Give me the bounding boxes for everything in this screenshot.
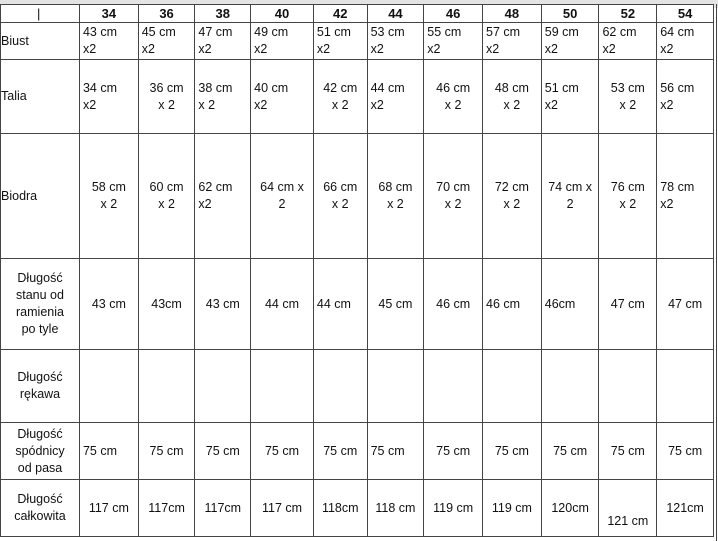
table-row xyxy=(1,350,714,423)
measurement-cell xyxy=(541,350,599,423)
measurement-cell: 62 cm x2 xyxy=(599,23,657,60)
measurement-cell: 62 cm x2 xyxy=(195,134,251,259)
measurement-cell: 57 cm x2 xyxy=(483,23,542,60)
measurement-cell: 75 cm xyxy=(79,423,138,480)
measurement-cell: 38 cm x 2 xyxy=(195,60,251,134)
table-row xyxy=(1,134,714,259)
measurement-cell xyxy=(313,350,367,423)
measurement-cell xyxy=(195,350,251,423)
measurement-cell: 117 cm xyxy=(251,480,314,537)
measurement-cell: 44 cm xyxy=(313,259,367,350)
measurement-cell: 120cm xyxy=(541,480,599,537)
measurement-cell: 119 cm xyxy=(483,480,542,537)
measurement-cell: 76 cm x 2 xyxy=(599,134,657,259)
measurement-cell: 44 cm xyxy=(251,259,314,350)
measurement-cell: 34 cm x2 xyxy=(79,60,138,134)
measurement-cell: 75 cm xyxy=(195,423,251,480)
measurement-cell: 46cm xyxy=(541,259,599,350)
measurement-cell: 53 cm x2 xyxy=(367,23,424,60)
measurement-cell: 75 cm xyxy=(599,423,657,480)
measurement-cell: 78 cm x2 xyxy=(657,134,714,259)
size-chart-table xyxy=(0,4,714,537)
measurement-cell: 72 cm x 2 xyxy=(483,134,542,259)
measurement-cell: 58 cm x 2 xyxy=(79,134,138,259)
measurement-cell: 75 cm xyxy=(138,423,195,480)
measurement-cell: 42 cm x 2 xyxy=(313,60,367,134)
measurement-cell: 64 cm x2 xyxy=(657,23,714,60)
measurement-cell: 117cm xyxy=(195,480,251,537)
measurement-cell: 60 cm x 2 xyxy=(138,134,195,259)
table-right-edge xyxy=(716,4,717,541)
size-header: 54 xyxy=(657,5,714,23)
measurement-cell: 59 cm x2 xyxy=(541,23,599,60)
measurement-cell xyxy=(138,350,195,423)
measurement-cell: 75 cm xyxy=(367,423,424,480)
measurement-cell: 53 cm x 2 xyxy=(599,60,657,134)
table-row xyxy=(1,480,714,537)
measurement-cell xyxy=(483,350,542,423)
measurement-cell: 44 cm x2 xyxy=(367,60,424,134)
row-label: Biust xyxy=(1,23,80,60)
measurement-cell: 75 cm xyxy=(313,423,367,480)
measurement-cell: 47 cm xyxy=(599,259,657,350)
table-row xyxy=(1,259,714,350)
size-header: 52 xyxy=(599,5,657,23)
measurement-cell: 56 cm x2 xyxy=(657,60,714,134)
measurement-cell: 49 cm x2 xyxy=(251,23,314,60)
table-row xyxy=(1,60,714,134)
measurement-cell xyxy=(79,350,138,423)
measurement-cell: 64 cm x 2 xyxy=(251,134,314,259)
table-row xyxy=(1,423,714,480)
measurement-cell: 48 cm x 2 xyxy=(483,60,542,134)
measurement-cell: 43cm xyxy=(138,259,195,350)
measurement-cell: 46 cm xyxy=(424,259,483,350)
measurement-cell: 45 cm xyxy=(367,259,424,350)
measurement-cell: 43 cm xyxy=(195,259,251,350)
measurement-cell: 47 cm xyxy=(657,259,714,350)
size-header: 50 xyxy=(541,5,599,23)
measurement-cell xyxy=(367,350,424,423)
measurement-cell xyxy=(599,350,657,423)
row-label: Talia xyxy=(1,60,80,134)
measurement-cell: 45 cm x2 xyxy=(138,23,195,60)
measurement-cell: 117cm xyxy=(138,480,195,537)
measurement-cell: 68 cm x 2 xyxy=(367,134,424,259)
measurement-cell: 51 cm x2 xyxy=(541,60,599,134)
size-header: 34 xyxy=(79,5,138,23)
measurement-cell: 55 cm x2 xyxy=(424,23,483,60)
size-header: 38 xyxy=(195,5,251,23)
measurement-cell: 121 cm xyxy=(599,480,657,537)
measurement-cell: 75 cm xyxy=(657,423,714,480)
measurement-cell xyxy=(424,350,483,423)
measurement-cell: 51 cm x2 xyxy=(313,23,367,60)
measurement-cell: 43 cm x2 xyxy=(79,23,138,60)
corner-cell: | xyxy=(1,5,80,23)
measurement-cell xyxy=(657,350,714,423)
size-header: 44 xyxy=(367,5,424,23)
measurement-cell: 47 cm x2 xyxy=(195,23,251,60)
measurement-cell: 40 cm x2 xyxy=(251,60,314,134)
size-header: 40 xyxy=(251,5,314,23)
measurement-cell xyxy=(251,350,314,423)
row-label: Długość całkowita xyxy=(1,480,80,537)
measurement-cell: 46 cm x 2 xyxy=(424,60,483,134)
measurement-cell: 43 cm xyxy=(79,259,138,350)
row-label: Długość rękawa xyxy=(1,350,80,423)
measurement-cell: 46 cm xyxy=(483,259,542,350)
size-header: 48 xyxy=(483,5,542,23)
table-row xyxy=(1,23,714,60)
measurement-cell: 119 cm xyxy=(424,480,483,537)
measurement-cell: 117 cm xyxy=(79,480,138,537)
size-header: 36 xyxy=(138,5,195,23)
measurement-cell: 75 cm xyxy=(251,423,314,480)
measurement-cell: 118 cm xyxy=(367,480,424,537)
measurement-cell: 75 cm xyxy=(483,423,542,480)
measurement-cell: 121cm xyxy=(657,480,714,537)
measurement-cell: 74 cm x 2 xyxy=(541,134,599,259)
measurement-cell: 118cm xyxy=(313,480,367,537)
size-header: 46 xyxy=(424,5,483,23)
size-header: 42 xyxy=(313,5,367,23)
row-label: Biodra xyxy=(1,134,80,259)
row-label: Długość stanu od ramienia po tyle xyxy=(1,259,80,350)
size-header-row xyxy=(1,5,714,23)
measurement-cell: 75 cm xyxy=(424,423,483,480)
measurement-cell: 66 cm x 2 xyxy=(313,134,367,259)
measurement-cell: 75 cm xyxy=(541,423,599,480)
row-label: Długość spódnicy od pasa xyxy=(1,423,80,480)
measurement-cell: 36 cm x 2 xyxy=(138,60,195,134)
measurement-cell: 70 cm x 2 xyxy=(424,134,483,259)
